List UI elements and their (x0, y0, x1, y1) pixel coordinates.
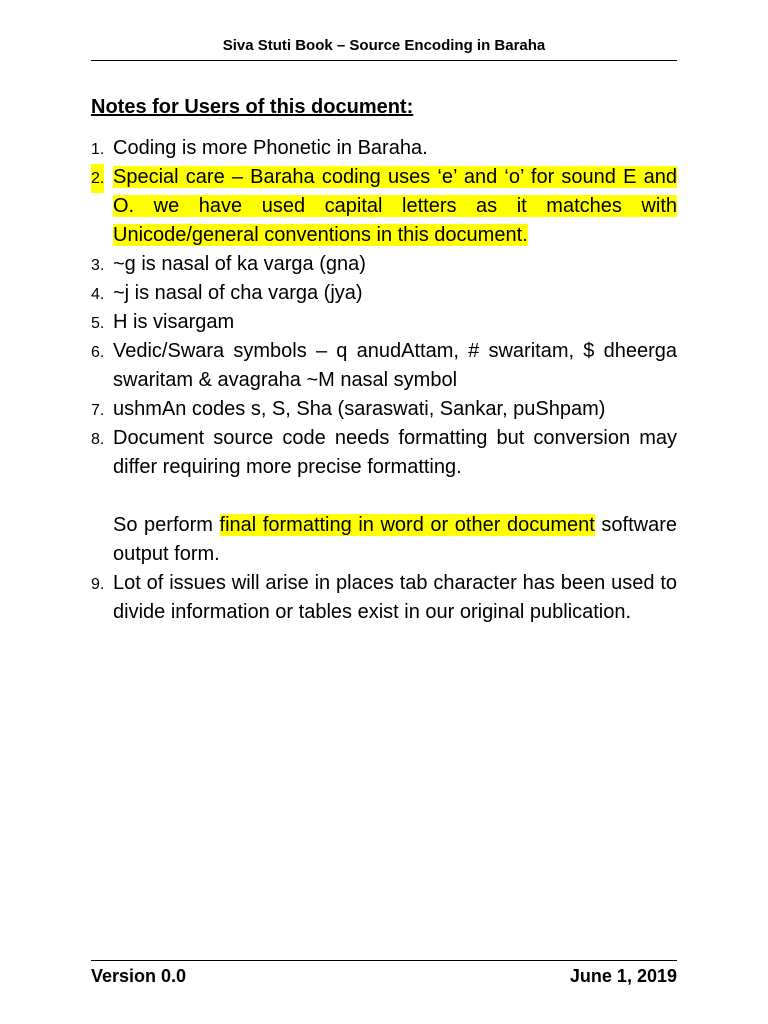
list-item (91, 569, 677, 627)
list-item-text: Vedic/Swara symbols – q anudAttam, # swaritam, $ dheerga swaritam & avagraha ~M nasal symbol (113, 340, 677, 391)
list-item-text (113, 163, 677, 250)
list-item-text: Document source code needs formatting but conversion may differ requiring more precise formatting. (113, 427, 677, 478)
list-item-text-part: So perform (113, 514, 220, 536)
paragraph-gap (113, 482, 677, 511)
highlighted-text: final formatting in word or other document (219, 514, 595, 536)
list-item (91, 395, 677, 424)
list-item-text: ~g is nasal of ka varga (gna) (113, 253, 366, 275)
notes-list (91, 134, 677, 627)
list-item (91, 308, 677, 337)
notes-heading: Notes for Users of this document: (91, 96, 414, 118)
list-item (91, 250, 677, 279)
list-item (91, 337, 677, 395)
list-item-text-continued (113, 511, 677, 569)
list-item-number: 8. (91, 431, 105, 448)
list-item-number: 4. (91, 286, 105, 303)
list-item-text-part: software output form. (113, 514, 677, 565)
list-item (91, 134, 677, 163)
list-item-number: 2. (91, 164, 104, 193)
list-item-number: 6. (91, 344, 105, 361)
list-item (91, 163, 677, 250)
list-item-text: ushmAn codes s, S, Sha (saraswati, Sankar, puShpam) (113, 398, 606, 420)
page-footer (91, 960, 677, 993)
list-item-text: H is visargam (113, 311, 235, 333)
page-header (91, 28, 677, 61)
list-item-text: ~j is nasal of cha varga (jya) (113, 282, 363, 304)
list-item-number: 7. (91, 402, 105, 419)
header-title: Siva Stuti Book – Source Encoding in Baraha (222, 37, 546, 54)
list-item (91, 424, 677, 569)
list-item-number: 5. (91, 315, 105, 332)
list-item-number: 3. (91, 257, 105, 274)
list-item-number: 1. (91, 141, 105, 158)
list-item-number: 9. (91, 576, 105, 593)
highlighted-text: Special care – Baraha coding uses ‘e’ and ‘o’ for sound E and O. we have used capital letters as it matches with Unicode/general conventions in this document. (113, 166, 677, 246)
footer-version: Version 0.0 (91, 966, 187, 986)
list-item (91, 279, 677, 308)
list-item-text: Coding is more Phonetic in Baraha. (113, 137, 428, 159)
footer-date: June 1, 2019 (569, 966, 677, 986)
list-item-text: Lot of issues will arise in places tab character has been used to divide information or tables exist in our original publication. (113, 572, 677, 623)
